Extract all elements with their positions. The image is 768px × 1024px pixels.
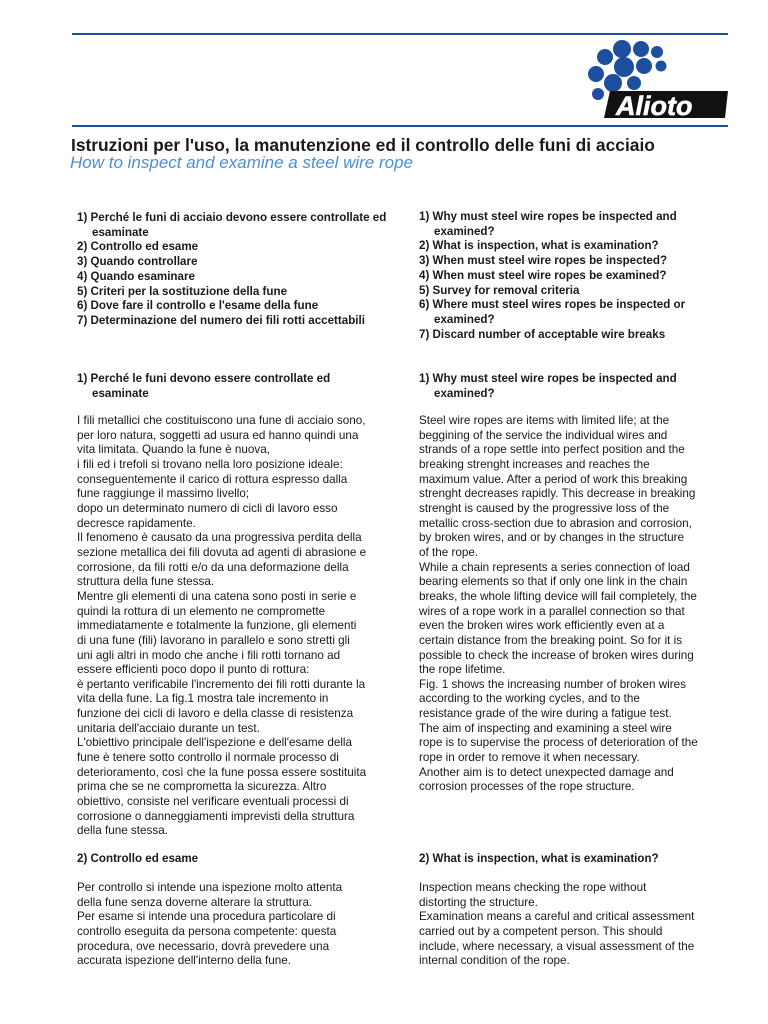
toc-en-item: 5) Survey for removal criteria: [419, 283, 580, 297]
toc-it-item: 7) Determinazione del numero dei fili rotti accettabili: [77, 313, 365, 327]
section-heading: 2) What is inspection, what is examination?: [419, 852, 659, 865]
paragraph: Inspection means checking the rope without distorting the structure. Examination means a careful and critical assessment carried out by a competent person. This should include, where necessary, a visual assessment of the internal condition of the rope.: [419, 881, 695, 968]
section-heading: 1) Why must steel wire ropes be inspected and examined?: [419, 372, 677, 400]
document-subtitle: How to inspect and examine a steel wire rope: [70, 153, 414, 172]
toc-it-item: 2) Controllo ed esame: [77, 240, 199, 254]
toc-en-item: 6) Where must steel wires ropes be inspected or examined?: [419, 298, 686, 326]
top-rule: [72, 33, 728, 35]
logo-wordmark: [604, 91, 728, 121]
document-title: Istruzioni per l'uso, la manutenzione ed il controllo delle funi di acciaio: [71, 135, 655, 155]
toc-en-item: 4) When must steel wire ropes be examined?: [419, 268, 667, 282]
section-1-heading-en: [419, 372, 729, 401]
section-2-heading-en: [419, 852, 729, 867]
section-1-body-en: [419, 414, 739, 795]
toc-en-item: 2) What is inspection, what is examination?: [419, 239, 659, 253]
alioto-logo: [578, 38, 732, 122]
section-2-heading-it: [77, 852, 387, 867]
toc-en-item: 7) Discard number of acceptable wire breaks: [419, 327, 666, 341]
section-2-body-it: [77, 881, 397, 969]
toc-it-item: 5) Criteri per la sostituzione della fune: [77, 284, 288, 298]
paragraph: Steel wire ropes are items with limited life; at the beggining of the service the individual wires and strands of a rope settle into perfect position and the breaking strenght increases and reaches the maximum value. After a period of work this breaking strenght decreases rapidly. This decrease in breaking strenght is caused by the progressive loss of the metallic cross-section due to abrasion and corrosion, by broken wires, and or by changes in the structure of the rope. While a chain represents a series connection of load bearing elements so that if only one link in the chain breaks, the whole lifting device will fail completely, the wires of a rope work in a parallel connection so that even the broken wires work efficiently even at a certain distance from the breaking point. So for it is possible to check the increase of broken wires during the rope lifetime. Fig. 1 shows the increasing number of broken wires according to the working cycles, and to the resistance grade of the wire during a fatigue test. The aim of inspecting and examining a steel wire rope is to supervise the process of deterioration of the rope in order to remove it when necessary. Another aim is to detect unexpected damage and corrosion processes of the rope structure.: [419, 414, 698, 794]
paragraph: Per controllo si intende una ispezione molto attenta della fune senza doverne alterare la struttura. Per esame si intende una procedura particolare di controllo eseguita da persona competente: questa procedura, ove necessario, dovrà prevedere una accurata ispezione dell'interno della fune.: [77, 881, 343, 968]
toc-it-item: 3) Quando controllare: [77, 255, 198, 269]
section-1-heading-it: [77, 372, 387, 401]
toc-en-item: 3) When must steel wire ropes be inspected?: [419, 254, 668, 268]
paragraph: I fili metallici che costituiscono una fune di acciaio sono, per loro natura, soggetti ad usura ed hanno quindi una vita limitata. Quando la fune è nuova, i fili ed i trefoli si trovano nella loro posizione ideale: conseguentemente il carico di rottura espresso dalla fune raggiunge il massimo livello; dopo un determinato numero di cicli di lavoro esso decresce rapidamente. Il fenomeno è causato da una progressiva perdita della sezione metallica dei fili dovuta ad agenti di abrasione e corrosione, da fili rotti e/o da una deformazione della struttura della fune stessa. Mentre gli elementi di una catena sono posti in serie e quindi la rottura di un elemento ne compromette immediatamente e totalmente la funzione, gli elementi di una fune (fili) lavorano in parallelo e sono stretti gli uni agli altri in modo che anche i fili rotti tornano ad essere efficienti poco dopo il punto di rottura: è pertanto verificabile l'incremento dei fili rotti durante la vita della fune. La fig.1 mostra tale incremento in funzione dei cicli di lavoro e della classe di resistenza unitaria dell'acciaio durante un test. L'obiettivo principale dell'ispezione e dell'esame della fune è tenere sotto controllo il normale processo di deterioramento, così che la fune possa essere sostituita prima che se ne comprometta la sicurezza. Altro obiettivo, consiste nel verificare eventuali processi di corrosione o danneggiamenti imprevisti della struttura della fune stessa.: [77, 414, 367, 838]
section-1-body-it: [77, 414, 397, 839]
toc-it-item: 6) Dove fare il controllo e l'esame della fune: [77, 299, 319, 313]
toc-it-item: 4) Quando esaminare: [77, 269, 195, 283]
mid-rule: [72, 125, 728, 127]
section-2-body-en: [419, 881, 739, 969]
toc-en-item: 1) Why must steel wire ropes be inspected and examined?: [419, 210, 677, 238]
toc-it-item: 1) Perché le funi di acciaio devono essere controllate ed esaminate: [77, 211, 387, 239]
section-heading: 2) Controllo ed esame: [77, 852, 199, 865]
svg-text:Alioto: Alioto: [616, 91, 693, 121]
toc-english: [419, 210, 729, 342]
toc-italian: [77, 211, 387, 329]
section-heading: 1) Perché le funi devono essere controllate ed esaminate: [77, 372, 331, 400]
